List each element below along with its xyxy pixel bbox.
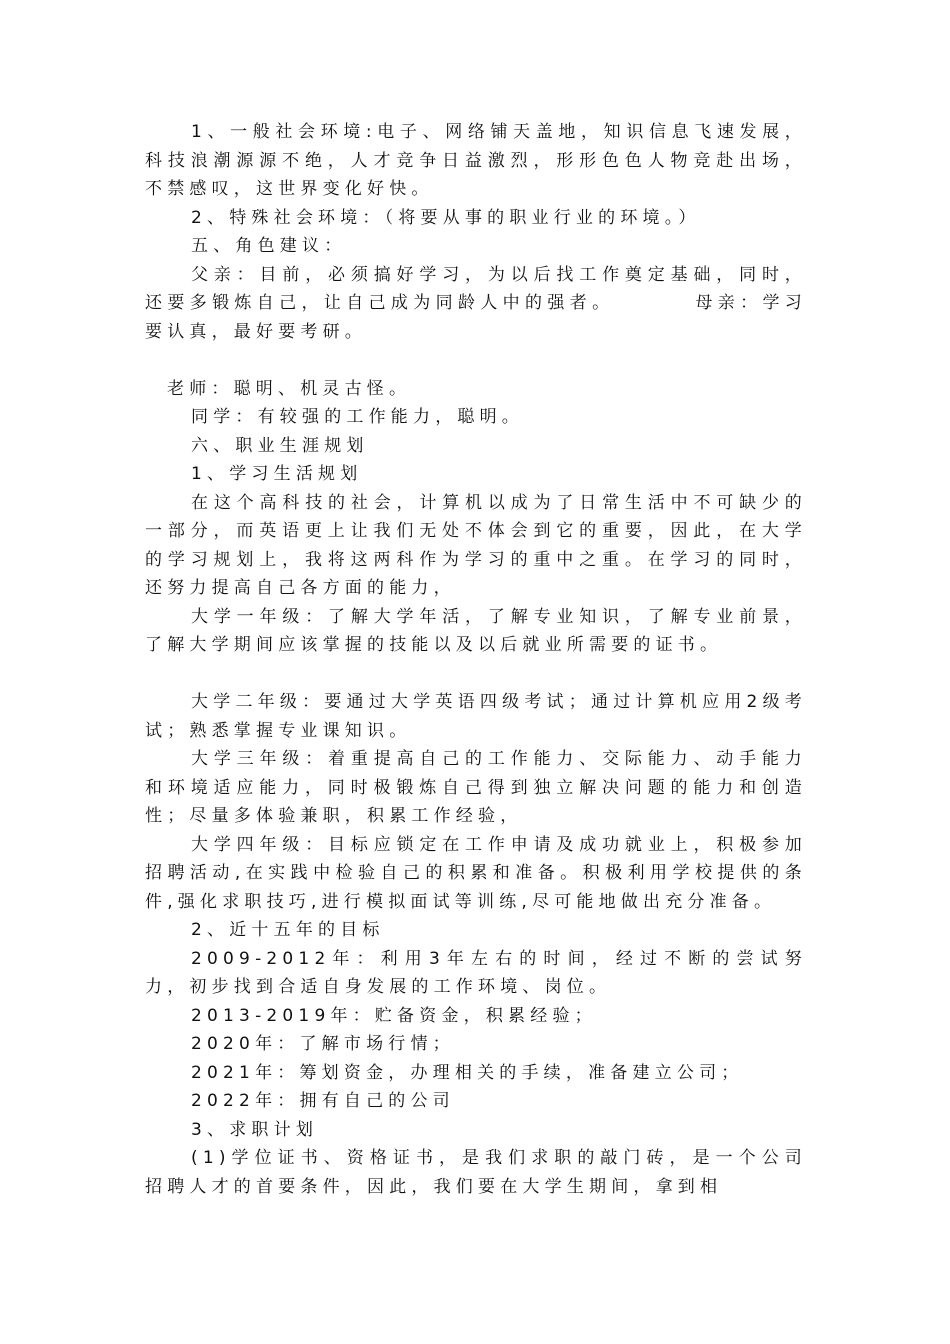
paragraph-year-one: 大学一年级：了解大学年活，了解专业知识，了解专业前景，了解大学期间应该掌握的技能以及以后就业所需要的证书。 <box>145 606 807 655</box>
paragraph-study-intro: 在这个高科技的社会，计算机以成为了日常生活中不可缺少的一部分，而英语更上让我们无处不体会到它的重要，因此，在大学的学习规划上，我将这两科作为学习的重中之重。在学习的同时，还努力提高自己各方面的能力， <box>145 492 807 598</box>
paragraph-goal-2009-2012: 2009-2012年：利用3年左右的时间，经过不断的尝试努力，初步找到合适自身发展的工作环境、岗位。 <box>145 948 807 997</box>
paragraph-year-three: 大学三年级：着重提高自己的工作能力、交际能力、动手能力和环境适应能力，同时极锻炼自己得到独立解决问题的能力和创造性；尽量多体验兼职，积累工作经验， <box>145 749 807 826</box>
heading-role-advice: 五、角色建议： <box>191 236 347 256</box>
paragraph-goal-2020: 2020年：了解市场行情； <box>191 1034 455 1054</box>
blank-line <box>145 660 807 689</box>
paragraph-classmate-advice: 同学：有较强的工作能力，聪明。 <box>191 407 524 427</box>
heading-career-planning: 六、职业生涯规划 <box>191 435 369 456</box>
paragraph-certificates: (1)学位证书、资格证书，是我们求职的敲门砖，是一个公司招聘人才的首要条件，因此，我们要在大学生期间，拿到相 <box>145 1148 807 1197</box>
heading-study-plan: 1、学习生活规划 <box>191 464 363 484</box>
paragraph-teacher-advice: 老师：聪明、机灵古怪。 <box>167 378 412 399</box>
paragraph-social-environment: 1、一般社会环境:电子、网络铺天盖地，知识信息飞速发展，科技浪潮源源不绝，人才竞争日益激烈，形形色色人物竞赴出场，不禁感叹，这世界变化好快。 <box>145 122 807 199</box>
paragraph-parents-advice: 父亲：目前，必须搞好学习，为以后找工作奠定基础，同时，还要多锻炼自己，让自己成为同龄人中的强者。 母亲：学习要认真，最好要考研。 <box>145 264 807 342</box>
paragraph-special-environment: 2、特殊社会环境：（将要从事的职业行业的环境。） <box>191 207 701 228</box>
blank-line <box>145 346 807 375</box>
heading-job-plan: 3、求职计划 <box>191 1119 319 1140</box>
paragraph-goal-2021: 2021年：筹划资金，办理相关的手续，准备建立公司； <box>191 1062 744 1083</box>
paragraph-year-two: 大学二年级：要通过大学英语四级考试；通过计算机应用2级考试；熟悉掌握专业课知识。 <box>145 692 807 741</box>
paragraph-goal-2013-2019: 2013-2019年：贮备资金，积累经验； <box>191 1005 597 1026</box>
paragraph-goal-2022: 2022年：拥有自己的公司 <box>191 1091 455 1111</box>
heading-fifteen-year-goals: 2、近十五年的目标 <box>191 920 385 940</box>
document-body <box>145 118 807 1201</box>
paragraph-year-four: 大学四年级：目标应锁定在工作申请及成功就业上，积极参加招聘活动,在实践中检验自己的积累和准备。积极利用学校提供的条件,强化求职技巧,进行模拟面试等训练,尽可能地做出充分准备。 <box>145 834 807 912</box>
